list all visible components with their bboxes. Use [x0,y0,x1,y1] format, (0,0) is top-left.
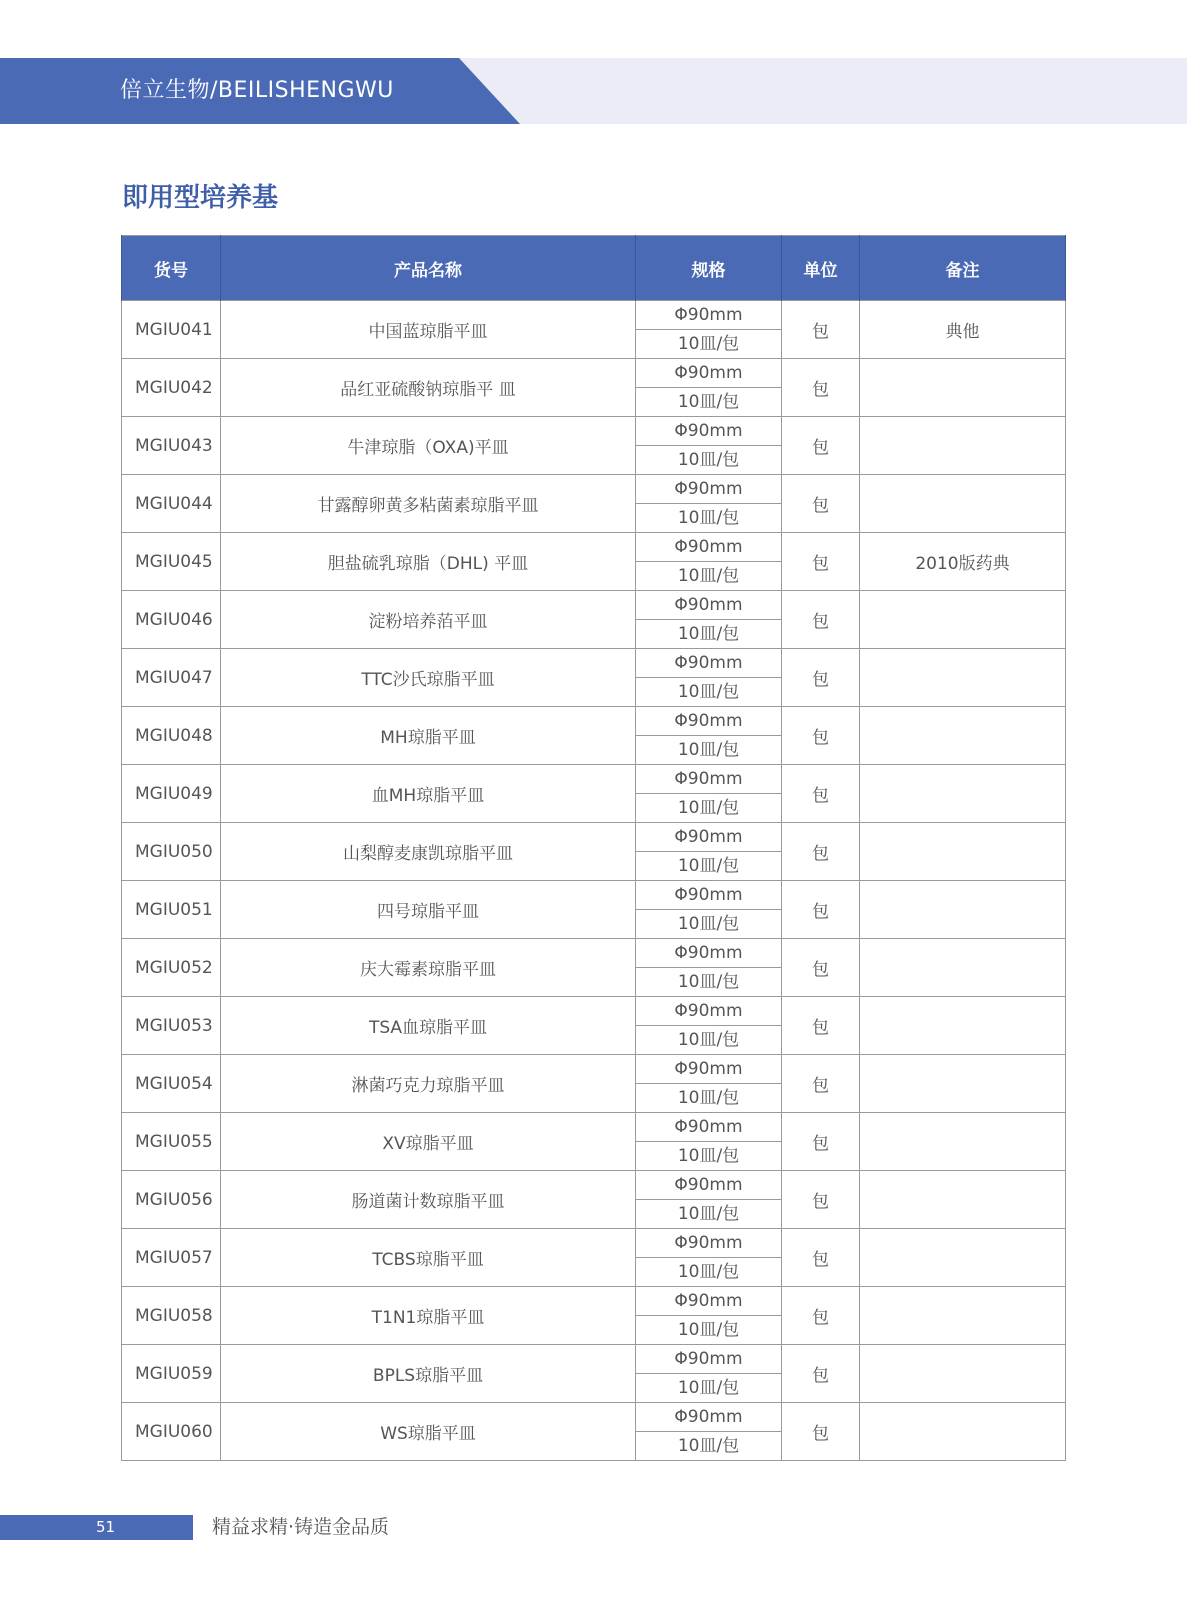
spec-pack: 10皿/包 [677,914,740,934]
spec-cell [636,1055,782,1113]
unit-cell: 包 [782,1345,860,1403]
note-cell [860,417,1066,475]
product-name-cell: 四号琼脂平皿 [221,881,636,939]
product-name-cell: WS琼脂平皿 [221,1403,636,1461]
spec-cell [636,1287,782,1345]
product-name-cell: 肠道菌计数琼脂平皿 [221,1171,636,1229]
spec-size: Φ90mm [636,707,781,736]
unit-cell: 包 [782,1403,860,1461]
spec-size: Φ90mm [636,1055,781,1084]
product-code-cell: MGIU051 [122,881,221,939]
spec-size: Φ90mm [636,1403,781,1432]
note-cell [860,881,1066,939]
section-title: 即用型培养基 [122,183,279,213]
spec-pack: 10皿/包 [677,1436,740,1456]
spec-cell [636,823,782,881]
spec-size: Φ90mm [636,1229,781,1258]
column-header-spec: 规格 [636,236,782,301]
table-row [122,1287,1066,1345]
unit-cell: 包 [782,1171,860,1229]
unit-cell: 包 [782,1229,860,1287]
footer-slogan: 精益求精·铸造金品质 [212,1516,390,1538]
product-name-cell: 血MH琼脂平皿 [221,765,636,823]
spec-size: Φ90mm [636,649,781,678]
spec-cell [636,1345,782,1403]
spec-pack: 10皿/包 [677,1320,740,1340]
unit-cell: 包 [782,881,860,939]
spec-size: Φ90mm [636,417,781,446]
table-row [122,939,1066,997]
product-name-cell: XV琼脂平皿 [221,1113,636,1171]
spec-size: Φ90mm [636,1171,781,1200]
unit-cell: 包 [782,475,860,533]
product-name-cell: 胆盐硫乳琼脂（DHL) 平皿 [221,533,636,591]
product-code-cell: MGIU059 [122,1345,221,1403]
product-code-cell: MGIU056 [122,1171,221,1229]
product-name-cell: BPLS琼脂平皿 [221,1345,636,1403]
product-table [121,235,1066,1461]
spec-cell [636,1403,782,1461]
note-cell [860,1171,1066,1229]
table-row [122,823,1066,881]
spec-size: Φ90mm [636,881,781,910]
product-name-cell: TTC沙氏琼脂平皿 [221,649,636,707]
spec-pack: 10皿/包 [677,392,740,412]
spec-pack: 10皿/包 [677,1204,740,1224]
product-code-cell: MGIU045 [122,533,221,591]
spec-size: Φ90mm [636,359,781,388]
unit-cell: 包 [782,707,860,765]
spec-cell [636,1113,782,1171]
note-cell [860,997,1066,1055]
table-row [122,1403,1066,1461]
spec-pack: 10皿/包 [677,972,740,992]
spec-pack: 10皿/包 [677,1262,740,1282]
table-row [122,997,1066,1055]
note-cell [860,359,1066,417]
product-code-cell: MGIU053 [122,997,221,1055]
note-cell: 2010版药典 [860,533,1066,591]
product-code-cell: MGIU060 [122,1403,221,1461]
unit-cell: 包 [782,417,860,475]
table-row [122,359,1066,417]
spec-cell [636,301,782,359]
product-code-cell: MGIU057 [122,1229,221,1287]
product-name-cell: T1N1琼脂平皿 [221,1287,636,1345]
table-row [122,649,1066,707]
spec-pack: 10皿/包 [677,450,740,470]
note-cell [860,823,1066,881]
note-cell [860,1345,1066,1403]
unit-cell: 包 [782,1113,860,1171]
note-cell [860,707,1066,765]
column-header-note: 备注 [860,236,1066,301]
spec-size: Φ90mm [636,301,781,330]
spec-cell [636,997,782,1055]
spec-size: Φ90mm [636,533,781,562]
spec-cell [636,591,782,649]
product-name-cell: 庆大霉素琼脂平皿 [221,939,636,997]
unit-cell: 包 [782,823,860,881]
product-name-cell: 牛津琼脂（OXA)平皿 [221,417,636,475]
spec-pack: 10皿/包 [677,798,740,818]
product-name-cell: 淋菌巧克力琼脂平皿 [221,1055,636,1113]
table-row [122,1345,1066,1403]
spec-pack: 10皿/包 [677,508,740,528]
product-code-cell: MGIU058 [122,1287,221,1345]
product-name-cell: TCBS琼脂平皿 [221,1229,636,1287]
spec-pack: 10皿/包 [677,334,740,354]
spec-size: Φ90mm [636,997,781,1026]
column-header-code: 货号 [122,236,221,301]
product-name-cell: 品红亚硫酸钠琼脂平 皿 [221,359,636,417]
spec-cell [636,649,782,707]
table-header-row [122,236,1066,301]
product-code-cell: MGIU042 [122,359,221,417]
table-row [122,301,1066,359]
note-cell [860,1229,1066,1287]
spec-cell [636,707,782,765]
header-title: 倍立生物/BEILISHENGWU [120,78,394,103]
note-cell: 典他 [860,301,1066,359]
note-cell [860,475,1066,533]
product-name-cell: MH琼脂平皿 [221,707,636,765]
table-row [122,591,1066,649]
table-row [122,881,1066,939]
spec-size: Φ90mm [636,475,781,504]
table-row [122,475,1066,533]
product-name-cell: 甘露醇卵黄多粘菌素琼脂平皿 [221,475,636,533]
unit-cell: 包 [782,765,860,823]
spec-pack: 10皿/包 [677,1378,740,1398]
unit-cell: 包 [782,533,860,591]
spec-cell [636,881,782,939]
spec-size: Φ90mm [636,823,781,852]
product-code-cell: MGIU041 [122,301,221,359]
table-row [122,417,1066,475]
note-cell [860,765,1066,823]
note-cell [860,1403,1066,1461]
product-code-cell: MGIU044 [122,475,221,533]
product-code-cell: MGIU052 [122,939,221,997]
spec-cell [636,939,782,997]
spec-size: Φ90mm [636,1113,781,1142]
note-cell [860,1055,1066,1113]
spec-cell [636,475,782,533]
note-cell [860,1287,1066,1345]
column-header-name: 产品名称 [221,236,636,301]
table-row [122,1171,1066,1229]
unit-cell: 包 [782,939,860,997]
product-code-cell: MGIU043 [122,417,221,475]
spec-pack: 10皿/包 [677,740,740,760]
spec-cell [636,1171,782,1229]
spec-cell [636,417,782,475]
spec-size: Φ90mm [636,591,781,620]
table-row [122,533,1066,591]
spec-pack: 10皿/包 [677,624,740,644]
product-name-cell: 中国蓝琼脂平皿 [221,301,636,359]
product-code-cell: MGIU049 [122,765,221,823]
table-body [122,301,1066,1461]
spec-cell [636,765,782,823]
unit-cell: 包 [782,1287,860,1345]
spec-pack: 10皿/包 [677,1088,740,1108]
spec-pack: 10皿/包 [677,856,740,876]
unit-cell: 包 [782,997,860,1055]
page-number: 51 [96,1518,116,1536]
product-code-cell: MGIU046 [122,591,221,649]
spec-cell [636,533,782,591]
spec-pack: 10皿/包 [677,1146,740,1166]
product-name-cell: 淀粉培养萡平皿 [221,591,636,649]
note-cell [860,1113,1066,1171]
table-row [122,1229,1066,1287]
spec-pack: 10皿/包 [677,682,740,702]
product-code-cell: MGIU055 [122,1113,221,1171]
table-row [122,707,1066,765]
spec-size: Φ90mm [636,1345,781,1374]
spec-cell [636,359,782,417]
spec-pack: 10皿/包 [677,1030,740,1050]
column-header-unit: 单位 [782,236,860,301]
note-cell [860,939,1066,997]
product-name-cell: TSA血琼脂平皿 [221,997,636,1055]
table-row [122,1113,1066,1171]
product-code-cell: MGIU050 [122,823,221,881]
table-row [122,765,1066,823]
note-cell [860,649,1066,707]
product-code-cell: MGIU054 [122,1055,221,1113]
unit-cell: 包 [782,301,860,359]
unit-cell: 包 [782,591,860,649]
spec-size: Φ90mm [636,765,781,794]
table-row [122,1055,1066,1113]
product-name-cell: 山梨醇麦康凯琼脂平皿 [221,823,636,881]
spec-size: Φ90mm [636,1287,781,1316]
unit-cell: 包 [782,1055,860,1113]
spec-pack: 10皿/包 [677,566,740,586]
unit-cell: 包 [782,649,860,707]
spec-size: Φ90mm [636,939,781,968]
product-code-cell: MGIU047 [122,649,221,707]
unit-cell: 包 [782,359,860,417]
note-cell [860,591,1066,649]
spec-cell [636,1229,782,1287]
product-code-cell: MGIU048 [122,707,221,765]
